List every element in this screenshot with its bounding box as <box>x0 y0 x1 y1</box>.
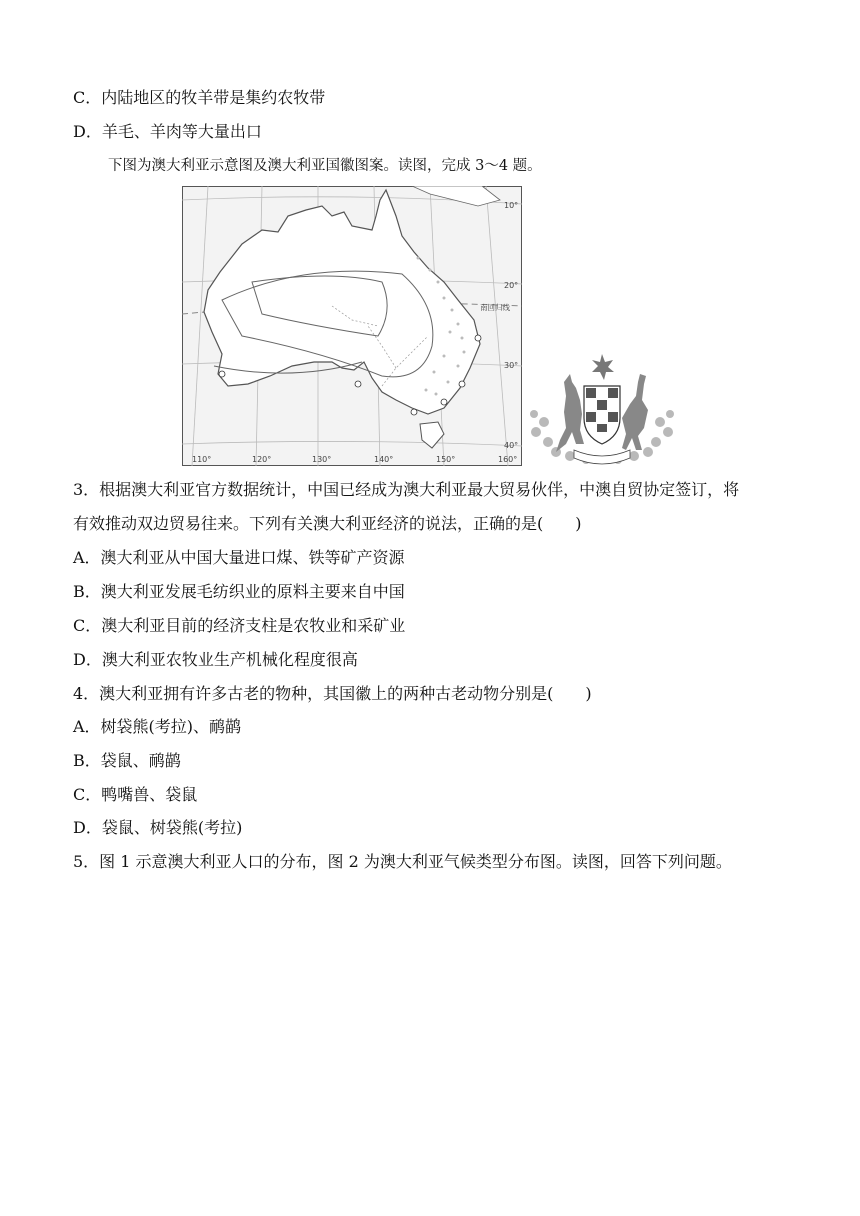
tropic-label: 南回归线 <box>480 303 510 312</box>
lon-label-150: 150° <box>436 455 456 464</box>
lon-label-130: 130° <box>312 455 332 464</box>
q4-option-a: A．树袋熊(考拉)、鸸鹋 <box>73 717 242 736</box>
lon-label-140: 140° <box>374 455 394 464</box>
option-prev-c: C．内陆地区的牧羊带是集约农牧带 <box>73 88 326 107</box>
q4-option-c: C．鸭嘴兽、袋鼠 <box>73 785 198 804</box>
q3-option-b: B．澳大利亚发展毛纺织业的原料主要来自中国 <box>73 582 405 601</box>
lat-label-10: 10° <box>504 201 519 210</box>
star-icon <box>592 354 614 380</box>
emu-icon <box>622 374 648 450</box>
q3-option-d: D．澳大利亚农牧业生产机械化程度很高 <box>73 650 358 669</box>
q3-stem-line1: 3．根据澳大利亚官方数据统计，中国已经成为澳大利亚最大贸易伙伴，中澳自贸协定签订，将 <box>73 480 740 499</box>
lon-label-160: 160° <box>498 455 518 464</box>
lon-label-120: 120° <box>252 455 272 464</box>
lat-label-40: 40° <box>504 441 519 450</box>
coat-of-arms-image <box>526 352 678 468</box>
q5-stem: 5．图 1 示意澳大利亚人口的分布，图 2 为澳大利亚气候类型分布图。读图，回答下列问题。 <box>73 852 732 871</box>
q3-option-a: A．澳大利亚从中国大量进口煤、铁等矿产资源 <box>73 548 405 567</box>
q3-option-c: C．澳大利亚目前的经济支柱是农牧业和采矿业 <box>73 616 406 635</box>
q4-option-d: D．袋鼠、树袋熊(考拉) <box>73 818 243 837</box>
q3-stem-line2: 有效推动双边贸易往来。下列有关澳大利亚经济的说法，正确的是( ) <box>73 514 582 533</box>
lat-label-30: 30° <box>504 361 519 370</box>
lon-label-110: 110° <box>192 455 212 464</box>
kangaroo-icon <box>556 374 584 452</box>
option-prev-d: D．羊毛、羊肉等大量出口 <box>73 122 262 141</box>
q4-option-b: B．袋鼠、鸸鹋 <box>73 751 181 770</box>
australia-map <box>182 186 522 466</box>
lat-label-20: 20° <box>504 281 519 290</box>
intro-text: 下图为澳大利亚示意图及澳大利亚国徽图案。读图，完成 3～4 题。 <box>108 158 542 174</box>
q4-stem: 4．澳大利亚拥有许多古老的物种，其国徽上的两种古老动物分别是( ) <box>73 684 592 703</box>
